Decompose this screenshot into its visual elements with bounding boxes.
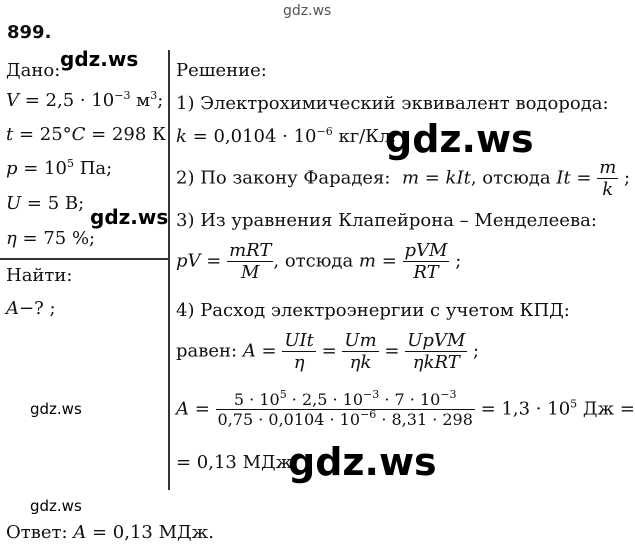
watermark-3: gdz.ws — [90, 205, 169, 229]
find-line: A−? ; — [6, 298, 56, 319]
watermark-5: gdz.ws — [288, 440, 437, 484]
watermark-6: gdz.ws — [30, 497, 82, 515]
solution-step-1-value: $k = 0,0104 \cdot 10^{-6}$ кг/Кл; — [176, 125, 397, 147]
watermark-4: gdz.ws — [30, 400, 82, 418]
given-volume: $V = 2,5 \cdot 10^{-3}$ $м^3$; — [6, 89, 164, 111]
solution-step-3: 3) Из уравнения Клапейрона – Менделеева: — [176, 210, 597, 231]
given-divider-horizontal — [0, 258, 168, 260]
solution-calculation: A = $\frac{5 \cdot 10^5 \cdot 2,5 \cdot 10^{-3} \cdot 7 \cdot 10^{-3}}{0,75 \cdot 0,0104 \cdot 10^{-6} \cdot 8,31 \cdot 298}$ = $1,3 \cdot 10^5$ Дж = — [176, 388, 635, 429]
given-pressure: $p = 10^5$ Па; — [6, 157, 113, 179]
watermark-top: gdz.ws — [283, 3, 332, 19]
find-header: Найти: — [6, 265, 73, 286]
solution-header: Решение: — [176, 60, 267, 81]
problem-number: 899. — [7, 22, 52, 43]
watermark-1: gdz.ws — [60, 47, 139, 71]
given-voltage: U = 5 В; — [6, 193, 85, 214]
given-header: Дано: — [6, 60, 61, 81]
given-divider-vertical — [168, 50, 170, 490]
watermark-2: gdz.ws — [385, 117, 534, 161]
answer: Ответ: A = 0,13 МДж. — [6, 522, 214, 543]
solution-step-4: 4) Расход электроэнергии с учетом КПД: — [176, 300, 570, 321]
solution-step-3-formula: pV = $\frac{\text{mRT}}{M}$ , отсюда m = $\frac{\text{pVM}}{RT}$ ; — [176, 240, 462, 283]
solution-result: = 0,13 МДж; — [176, 452, 299, 473]
solution-step-2: 2) По закону Фарадея: m = kIt, отсюда It = $\frac{m}{k}$ ; — [176, 157, 631, 200]
given-efficiency: η = 75 %; — [6, 228, 96, 249]
solution-step-4-formula: равен: A = $\frac{\text{UIt}}{\eta}$ = $\frac{Um}{\eta k}$ = $\frac{\text{UpVM}}{\text{ηkRT}}$ ; — [176, 330, 480, 373]
solution-step-1: 1) Электрохимический эквивалент водорода: — [176, 93, 609, 114]
given-temperature: t = 25°C = 298 К — [6, 124, 166, 145]
